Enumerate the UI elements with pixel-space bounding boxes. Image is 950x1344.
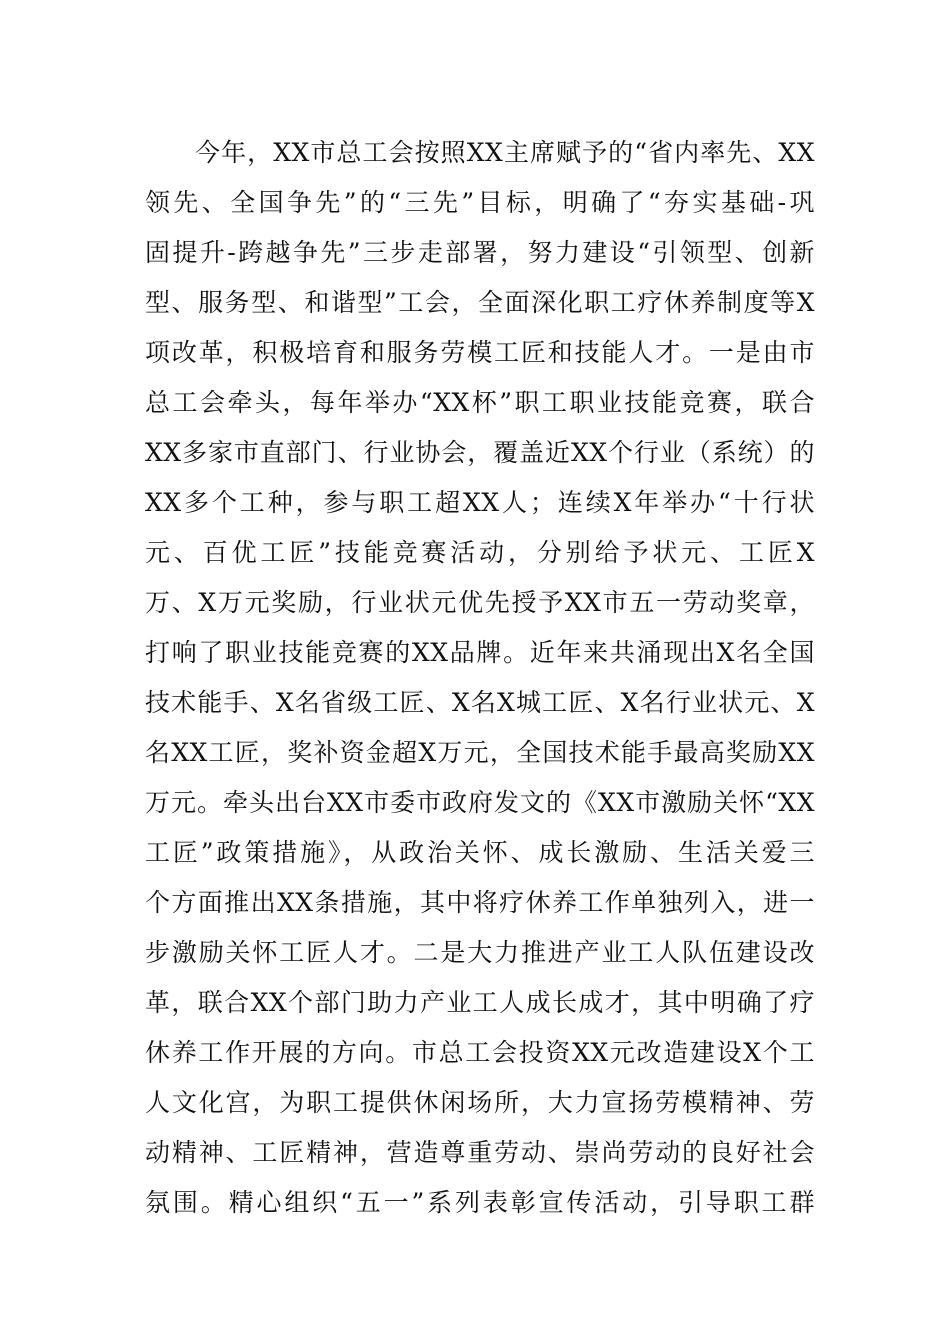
- paragraph-line: XX多个工种，参与职工超XX人；连续X年举办“十行状: [145, 488, 815, 517]
- paragraph-line: 人文化宫，为职工提供休闲场所，大力宣扬劳模精神、劳: [145, 1088, 815, 1117]
- paragraph-line: 氛围。精心组织“五一”系列表彰宣传活动，引导职工群: [145, 1188, 815, 1217]
- paragraph-line: 万元。牵头出台XX市委市政府发文的《XX市激励关怀“XX: [145, 788, 815, 817]
- paragraph-line: 今年，XX市总工会按照XX主席赋予的“省内率先、XX: [195, 138, 815, 167]
- paragraph-line: 休养工作开展的方向。市总工会投资XX元改造建设X个工: [145, 1038, 815, 1067]
- paragraph-line: 领先、全国争先”的“三先”目标，明确了“夯实基础-巩: [145, 188, 815, 217]
- paragraph-line: 革，联合XX个部门助力产业工人成长成才，其中明确了疗: [145, 988, 815, 1017]
- paragraph-line: 步激励关怀工匠人才。二是大力推进产业工人队伍建设改: [145, 938, 815, 967]
- paragraph-line: 打响了职业技能竞赛的XX品牌。近年来共涌现出X名全国: [145, 638, 815, 667]
- paragraph-line: 名XX工匠，奖补资金超X万元，全国技术能手最高奖励XX: [145, 738, 815, 767]
- paragraph-line: XX多家市直部门、行业协会，覆盖近XX个行业（系统）的: [145, 438, 815, 467]
- paragraph-line: 万、X万元奖励，行业状元优先授予XX市五一劳动奖章，: [145, 588, 815, 617]
- paragraph-line: 动精神、工匠精神，营造尊重劳动、崇尚劳动的良好社会: [145, 1138, 815, 1167]
- paragraph-line: 项改革，积极培育和服务劳模工匠和技能人才。一是由市: [145, 338, 815, 367]
- paragraph-line: 型、服务型、和谐型”工会，全面深化职工疗休养制度等X: [145, 288, 815, 317]
- paragraph-line: 总工会牵头，每年举办“XX杯”职工职业技能竞赛，联合: [145, 388, 815, 417]
- body-paragraph: [145, 128, 815, 1228]
- paragraph-line: 工匠”政策措施》，从政治关怀、成长激励、生活关爱三: [145, 838, 815, 867]
- paragraph-line: 固提升-跨越争先”三步走部署，努力建设“引领型、创新: [145, 238, 815, 267]
- paragraph-line: 元、百优工匠”技能竞赛活动，分别给予状元、工匠X: [145, 538, 815, 567]
- paragraph-line: 技术能手、X名省级工匠、X名X城工匠、X名行业状元、X: [145, 688, 815, 717]
- paragraph-line: 个方面推出XX条措施，其中将疗休养工作单独列入，进一: [145, 888, 815, 917]
